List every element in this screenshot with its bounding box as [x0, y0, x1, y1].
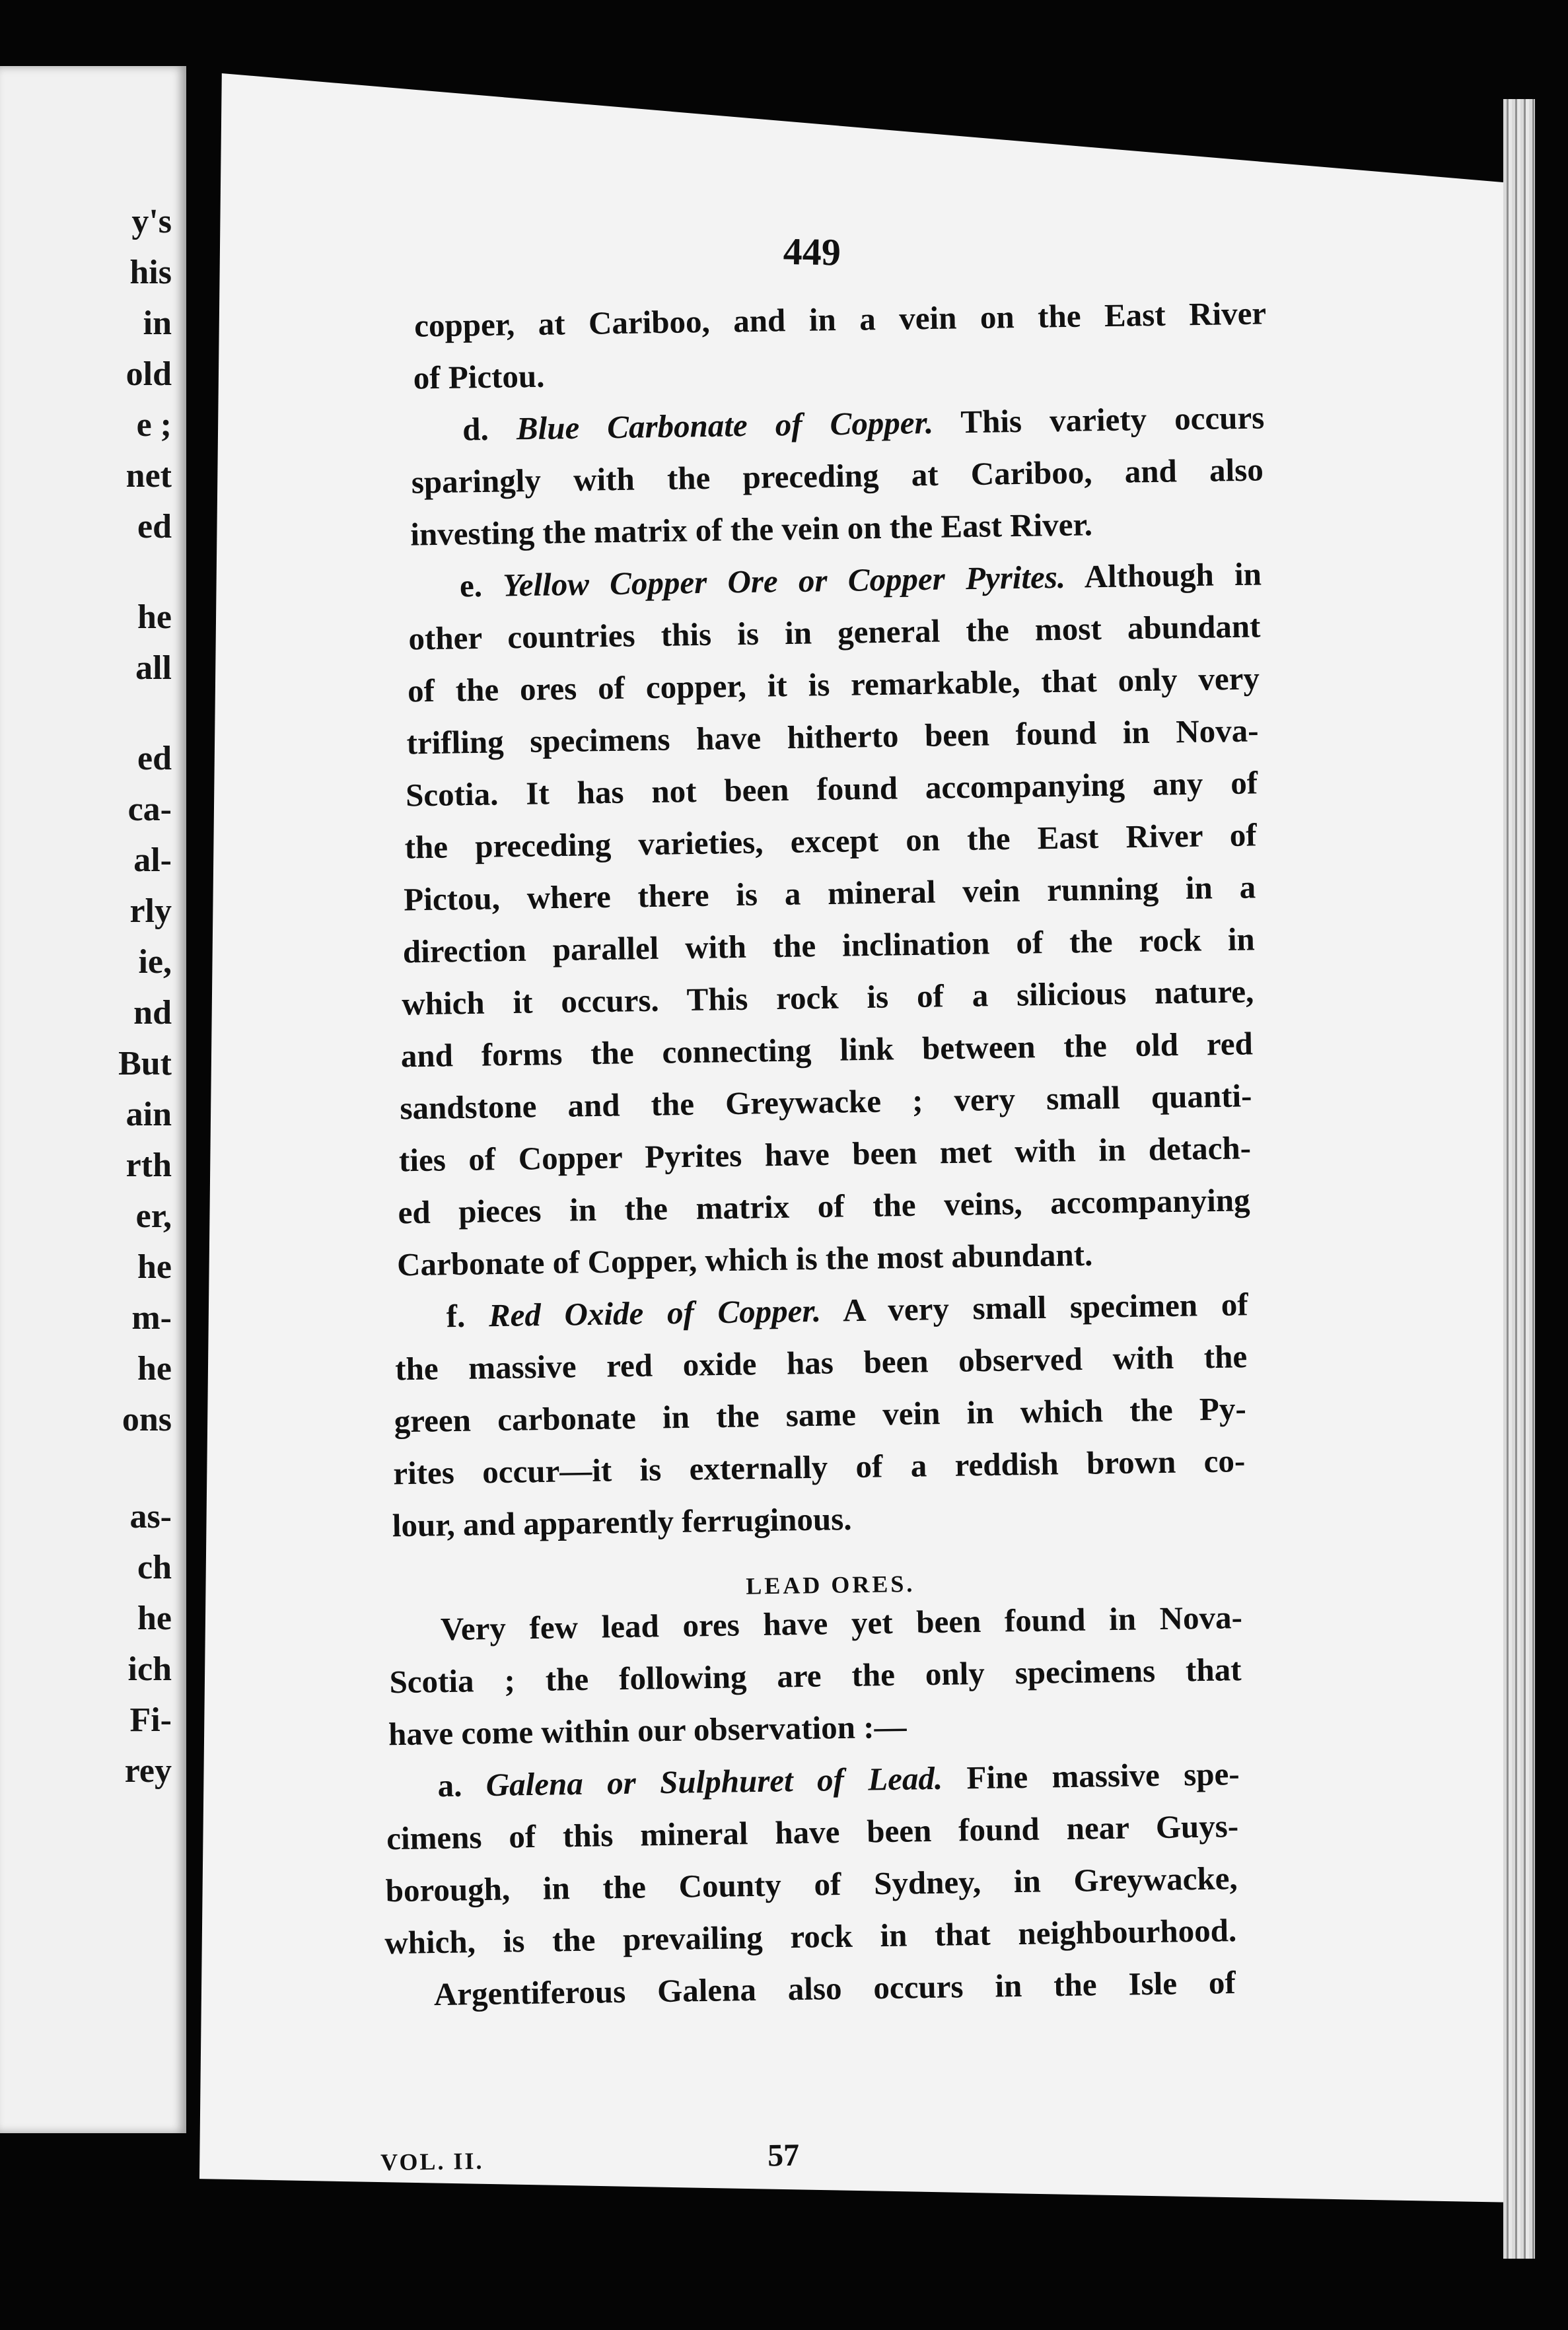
text-run: Fine massive spe- [942, 1755, 1240, 1796]
left-page-fragment: rth [125, 1147, 172, 1184]
text-run: Scotia ; the following are the only specimens that [389, 1651, 1242, 1701]
left-page-fragment: Fi- [129, 1701, 172, 1739]
text-run: direction parallel with the inclination of the rock in [402, 921, 1256, 970]
left-page-fragment: rey [124, 1752, 172, 1790]
volume-label: VOL. II. [380, 2147, 484, 2176]
text-run: rites occur—it is externally of a reddish brown co- [392, 1442, 1246, 1492]
text-run: sandstone and the Greywacke ; very small quanti- [400, 1077, 1252, 1127]
text-run: Scotia. It has not been found accompanying any of [405, 764, 1258, 814]
mineral-name: Galena or Sulphuret of Lead. [485, 1759, 943, 1804]
text-run: ed pieces in the matrix of the veins, accompanying [398, 1182, 1250, 1231]
left-page-fragment: er, [135, 1197, 172, 1235]
left-page-fragment: But [118, 1045, 172, 1082]
left-page-fragment: old [125, 355, 172, 393]
text-run: of Pictou. [413, 357, 545, 396]
text-run: d. [462, 410, 517, 448]
text-run: Although in [1065, 555, 1262, 595]
left-page-fragment: in [143, 304, 172, 342]
left-page-fragment: ca- [127, 791, 172, 828]
mineral-name: Red Oxide of Copper. [488, 1292, 822, 1334]
left-page-fragment: ie, [138, 943, 172, 981]
left-page-fragment: rly [129, 892, 172, 930]
text-run: f. [446, 1297, 489, 1335]
body-text [383, 295, 1267, 2037]
left-page-fragment: ed [137, 740, 172, 777]
mineral-name: Blue Carbonate of Copper. [516, 404, 934, 447]
text-run: which it occurs. This rock is of a silicious nature, [401, 973, 1254, 1022]
text-run: ties of Copper Pyrites have been met with in detach- [398, 1129, 1252, 1179]
text-run: sparingly with the preceding at Cariboo, and also [411, 451, 1264, 501]
left-page-fragment: ich [127, 1650, 172, 1688]
text-run: Very few lead ores have yet been found in Nova- [440, 1599, 1243, 1648]
left-page-fragment: he [137, 598, 172, 636]
left-page-fragment: net [125, 457, 172, 495]
left-page-fragment: nd [133, 994, 172, 1032]
left-page-fragment: he [137, 1350, 172, 1388]
text-run: copper, at Cariboo, and in a vein on the East River [413, 295, 1267, 344]
text-run: LEAD ORES. [746, 1570, 915, 1600]
page-footer [380, 2136, 843, 2183]
signature-mark: 57 [767, 2137, 800, 2173]
text-run: which, is the prevailing rock in that neighbourhood. [384, 1912, 1237, 1961]
left-page-edge [0, 66, 186, 2133]
text-run: a. [437, 1767, 487, 1804]
left-page-fragment: m- [131, 1299, 172, 1337]
text-run: e. [459, 567, 503, 604]
text-run: green carbonate in the same vein in which the Py- [394, 1390, 1247, 1440]
left-page-fragment: as- [129, 1498, 172, 1536]
text-run: cimens of this mineral have been found near Guys- [386, 1808, 1239, 1857]
left-page-fragment: ed [137, 508, 172, 546]
text-run: Pictou, where there is a mineral vein running in a [403, 868, 1256, 918]
text-run: borough, in the County of Sydney, in Greywacke, [385, 1860, 1238, 1909]
text-run: investing the matrix of the vein on the East River. [410, 506, 1093, 553]
text-run: Carbonate of Copper, which is the most abundant. [396, 1236, 1093, 1283]
text-run: the massive red oxide has been observed with the [394, 1338, 1248, 1388]
text-run: other countries this is in general the most abundant [408, 608, 1261, 657]
text-run: trifling specimens have hitherto been found in Nova- [406, 712, 1259, 761]
left-page-fragment: e ; [136, 406, 172, 444]
page-stack-edge [1503, 99, 1535, 2259]
left-page-fragment: ch [137, 1549, 172, 1586]
left-page-fragment: ain [125, 1096, 172, 1133]
left-page-fragment: he [137, 1248, 172, 1286]
text-run: lour, and apparently ferruginous. [392, 1500, 852, 1544]
left-page-fragment: al- [133, 841, 172, 879]
left-page-fragment: his [129, 254, 172, 291]
text-run: and forms the connecting link between the old red [400, 1025, 1254, 1075]
left-page-fragment: all [135, 649, 172, 687]
text-run: This variety occurs [933, 399, 1265, 441]
text-run: A very small specimen of [820, 1286, 1248, 1329]
page-number: 449 [783, 229, 841, 274]
text-run: of the ores of copper, it is remarkable, that only very [407, 660, 1260, 709]
text-run: have come within our observation :— [388, 1708, 907, 1753]
left-page-fragment: y's [131, 203, 172, 240]
text-run: Argentiferous Galena also occurs in the Isle of [433, 1964, 1236, 2013]
left-page-fragment: he [137, 1600, 172, 1637]
mineral-name: Yellow Copper Ore or Copper Pyrites. [502, 558, 1066, 604]
left-page-fragment: ons [122, 1401, 172, 1438]
text-run: the preceding varieties, except on the East River of [404, 816, 1257, 866]
